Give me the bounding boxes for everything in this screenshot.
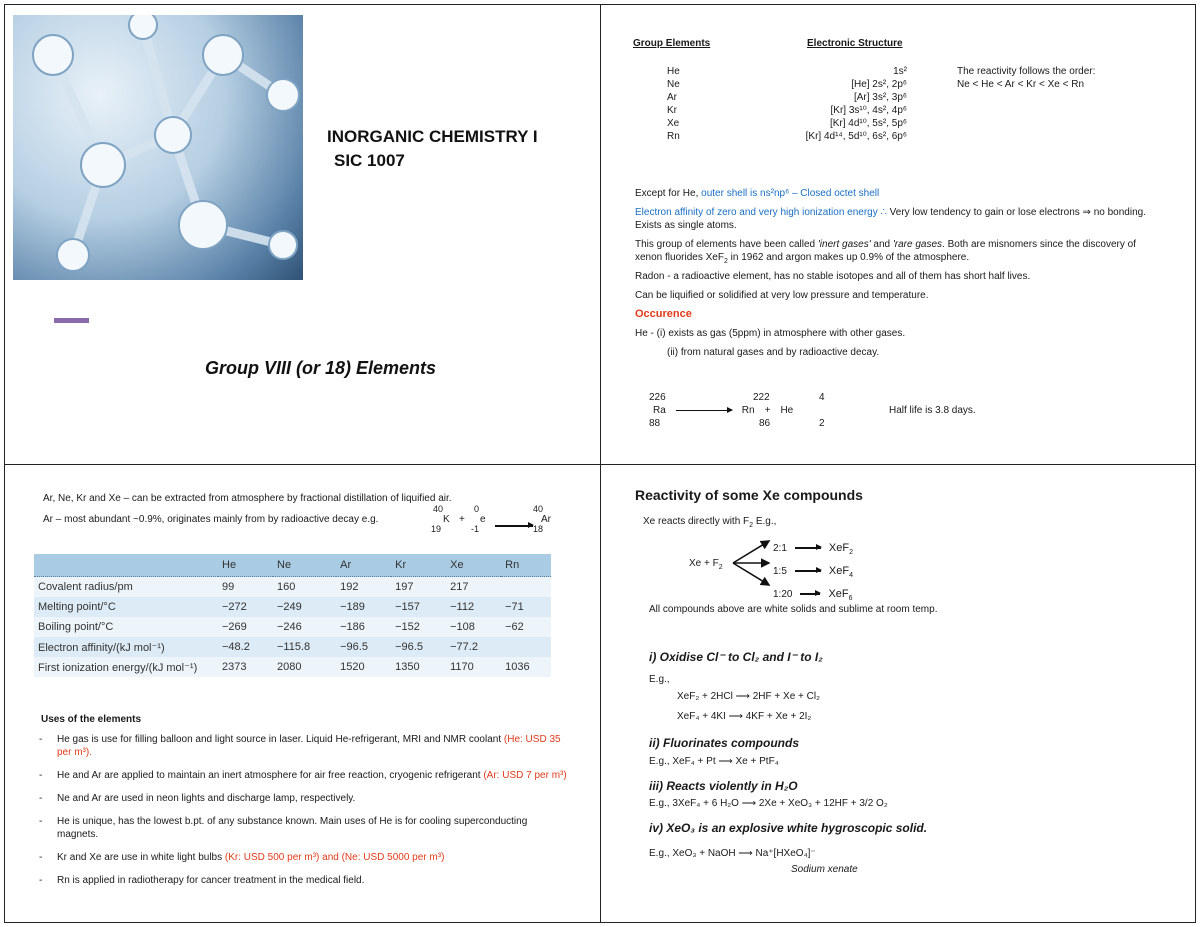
text: . Both are misnomers since the discovery of xenon fluorides XeF — [635, 239, 1137, 263]
structure-item: [Kr] 3s¹⁰, 4s², 4p⁶ — [830, 105, 907, 116]
header-cell: Rn — [501, 554, 551, 577]
col-header-structure: Electronic Structure — [807, 38, 903, 49]
equation-4: E.g., 3XeF₄ + 6 H₂O ⟶ 2Xe + XeO₃ + 12HF + 3/2 O₂ — [649, 798, 888, 809]
table-cell: 1520 — [336, 657, 391, 677]
table-cell: −77.2 — [446, 637, 501, 657]
table-cell: −115.8 — [273, 637, 336, 657]
e-number: -1 — [471, 524, 480, 534]
arrow-icon — [495, 525, 533, 527]
rn: Rn — [741, 405, 755, 416]
header-cell: He — [218, 554, 273, 577]
xenate-label: Sodium xenate — [791, 864, 858, 875]
element-item: Rn — [667, 131, 680, 142]
molecule-image — [13, 15, 303, 280]
course-name: INORGANIC CHEMISTRY I — [327, 127, 538, 146]
table-cell: Electron affinity/(kJ mol⁻¹) — [34, 637, 218, 657]
uses-list — [39, 733, 569, 897]
affinity-note — [635, 206, 1165, 232]
white-solids-note: All compounds above are white solids and sublime at room temp. — [649, 604, 938, 615]
structure-list — [751, 65, 907, 143]
list-item — [39, 874, 569, 887]
text: Xe reacts directly with F — [643, 516, 750, 527]
text: Rn is applied in radiotherapy for cancer treatment in the medical field. — [57, 875, 365, 886]
element-item: Kr — [667, 105, 677, 116]
text: Xe + F — [689, 558, 719, 569]
list-item — [39, 792, 569, 805]
element-item: Ne — [667, 79, 680, 90]
structure-item: 1s² — [893, 66, 907, 77]
table-row — [34, 657, 551, 677]
table-cell: 1170 — [446, 657, 501, 677]
notes-block — [635, 187, 1165, 359]
header-cell — [34, 554, 218, 577]
course-code: SIC 1007 — [334, 151, 405, 170]
table-cell: −62 — [501, 617, 551, 637]
element-list — [667, 65, 680, 143]
course-title — [327, 125, 538, 173]
table-cell: −71 — [501, 597, 551, 617]
header-cell: Kr — [391, 554, 446, 577]
decay-line — [653, 404, 793, 417]
table-header-row — [34, 554, 551, 577]
affinity-text: Electron affinity of zero and very high ionization energy ∴ — [635, 207, 887, 218]
text: and — [870, 239, 893, 250]
e: e — [480, 514, 486, 525]
product-row — [773, 537, 853, 560]
table-cell — [501, 577, 551, 598]
text: Very low tendency to gain or lose electrons ⇒ no bonding. Exists as single atoms. — [635, 207, 1146, 231]
table-cell: −112 — [446, 597, 501, 617]
table-row — [34, 577, 551, 598]
slide-electronic-structure — [600, 4, 1196, 465]
half-life: Half life is 3.8 days. — [889, 405, 976, 416]
table-cell: Covalent radius/pm — [34, 577, 218, 598]
table-cell: −152 — [391, 617, 446, 637]
structure-item: [Kr] 4d¹⁴, 5d¹⁰, 6s², 6p⁶ — [805, 131, 907, 142]
product: XeF — [828, 588, 849, 600]
he-mass: 4 — [819, 392, 825, 403]
he: He — [780, 405, 794, 416]
closed-shell-text: outer shell is ns²np⁶ – Closed octet shell — [701, 188, 880, 199]
table-cell: 2080 — [273, 657, 336, 677]
subscript: 6 — [848, 595, 853, 602]
table-cell: −246 — [273, 617, 336, 637]
ra-number: 88 — [649, 418, 661, 429]
ar-mass: 40 — [533, 504, 544, 514]
k-mass: 40 — [433, 504, 444, 514]
table-cell: −157 — [391, 597, 446, 617]
text: Kr and Xe are use in white light bulbs — [57, 852, 225, 863]
extraction-note: Ar, Ne, Kr and Xe – can be extracted from atmosphere by fractional distillation of liquified air. — [43, 493, 452, 504]
text: This group of elements have been called — [635, 239, 818, 250]
reactivity-order: Ne < He < Ar < Kr < Xe < Rn — [957, 79, 1085, 90]
list-item — [39, 769, 569, 782]
table-row — [34, 617, 551, 637]
slide-title — [4, 4, 601, 465]
text: in 1962 and argon makes up 0.9% of the atmosphere. — [727, 252, 970, 263]
heading-water: iii) Reacts violently in H₂O — [649, 779, 798, 793]
rn-mass: 222 — [753, 392, 770, 403]
table-cell: 197 — [391, 577, 446, 598]
table-row — [34, 597, 551, 617]
table-row — [34, 637, 551, 657]
text: Ne and Ar are used in neon lights and discharge lamp, respectively. — [57, 793, 356, 804]
table-cell: 99 — [218, 577, 273, 598]
reactivity-note — [957, 65, 1095, 91]
ra: Ra — [653, 405, 666, 416]
product: XeF — [828, 542, 850, 554]
element-item: Xe — [667, 118, 680, 129]
text: 'rare gases — [892, 239, 943, 250]
ratio: 2:1 — [773, 543, 787, 554]
subscript: 2 — [849, 549, 853, 556]
accent-bar — [54, 318, 89, 323]
reactivity-label: The reactivity follows the order: — [957, 66, 1096, 77]
slide-xe-compounds — [600, 464, 1196, 923]
equation-1: XeF₂ + 2HCl ⟶ 2HF + Xe + Cl₂ — [677, 691, 820, 702]
reactant-label: $Xe + F_2$ — [689, 558, 723, 571]
element-item: Ar — [667, 92, 677, 103]
header-cell: Ar — [336, 554, 391, 577]
structure-item: [Kr] 4d¹⁰, 5s², 5p⁶ — [829, 118, 907, 129]
k: K — [443, 514, 450, 525]
arrow-icon — [676, 410, 732, 411]
equation-5: E.g., XeO₃ + NaOH ⟶ Na⁺[HXeO₄]⁻ — [649, 848, 816, 859]
price-text: (He: USD 35 per m³). — [57, 734, 561, 758]
table-cell: 192 — [336, 577, 391, 598]
liquified-note: Can be liquified or solidified at very low pressure and temperature. — [635, 290, 929, 301]
decay-equation — [649, 391, 899, 431]
text: E.g., — [753, 516, 777, 527]
table-cell: −96.5 — [336, 637, 391, 657]
table-cell: −272 — [218, 597, 273, 617]
closed-shell-note — [635, 187, 1165, 200]
structure-item: [Ar] 3s², 3p⁶ — [853, 92, 907, 103]
ratio: 1:20 — [773, 589, 793, 600]
structure-item: [He] 2s², 2p⁶ — [851, 79, 907, 90]
misnomer-note: This group of elements have been called 'inert gases' and 'rare gases. Both are misnomers since the discovery of xenon fluorides XeF$_2$ in 1962 and argon makes up 0.9% of the atmosphere. — [635, 239, 1137, 265]
table-cell: Boiling point/°C — [34, 617, 218, 637]
he-number: 2 — [819, 418, 825, 429]
table-cell: −96.5 — [391, 637, 446, 657]
product-row — [773, 560, 853, 583]
e-mass: 0 — [474, 504, 480, 514]
list-item — [39, 733, 569, 759]
text: He and Ar are applied to maintain an inert atmosphere for air free reaction, cryogenic refrigerant — [57, 770, 484, 781]
subscript: 4 — [849, 572, 853, 579]
list-item — [39, 815, 569, 841]
ratio: 1:5 — [773, 566, 787, 577]
he-occurence-2: (ii) from natural gases and by radioactive decay. — [667, 347, 880, 358]
table-cell: −249 — [273, 597, 336, 617]
table-cell: 1350 — [391, 657, 446, 677]
text: 'inert gases' — [817, 239, 871, 250]
heading-fluorinates: ii) Fluorinates compounds — [649, 736, 800, 750]
col-header-elements: Group Elements — [633, 38, 711, 49]
intro-line: Xe reacts directly with $F_2$ E.g., — [643, 516, 777, 529]
table-cell — [501, 637, 551, 657]
ar: Ar — [541, 514, 551, 525]
ra-mass: 226 — [649, 392, 666, 403]
k-number: 19 — [431, 524, 442, 534]
equation-2: XeF₄ + 4KI ⟶ 4KF + Xe + 2I₂ — [677, 711, 812, 722]
eg-label: E.g., — [649, 674, 670, 685]
table-cell: 1036 — [501, 657, 551, 677]
slide-subtitle: Group VIII (or 18) Elements — [205, 358, 437, 378]
arrow-icon — [795, 547, 821, 549]
radon-note: Radon - a radioactive element, has no stable isotopes and all of them has short half lives. — [635, 271, 1031, 282]
text: He gas is use for filling balloon and light source in laser. Liquid He-refrigerant, MRI and NMR coolant — [57, 734, 504, 745]
table-cell: −108 — [446, 617, 501, 637]
k-decay-equation — [429, 503, 569, 537]
table-cell: Melting point/°C — [34, 597, 218, 617]
table-cell: −48.2 — [218, 637, 273, 657]
text: He is unique, has the lowest b.pt. of any substance known. Main uses of He is for cooling superconducting magnets. — [57, 816, 528, 840]
plus: + — [764, 405, 771, 416]
element-item: He — [667, 66, 680, 77]
branch-arrows-icon — [731, 535, 779, 591]
occurence-heading: Occurence — [635, 308, 692, 320]
slide-heading: Reactivity of some Xe compounds — [635, 487, 863, 503]
table-cell: 2373 — [218, 657, 273, 677]
table-cell: 160 — [273, 577, 336, 598]
plus: + — [459, 514, 465, 525]
list-item — [39, 851, 569, 864]
arrow-icon — [795, 570, 821, 572]
slide-properties-uses — [4, 464, 601, 923]
table-cell: −269 — [218, 617, 273, 637]
table-cell: −186 — [336, 617, 391, 637]
arrow-icon — [800, 593, 820, 595]
product-list — [773, 537, 853, 606]
rn-number: 86 — [759, 418, 771, 429]
header-cell: Ne — [273, 554, 336, 577]
product: XeF — [828, 565, 850, 577]
price-text: (Ar: USD 7 per m³) — [483, 770, 567, 781]
heading-oxidise: i) Oxidise Cl⁻ to Cl₂ and I⁻ to I₂ — [649, 650, 823, 664]
uses-heading: Uses of the elements — [41, 714, 142, 725]
header-cell: Xe — [446, 554, 501, 577]
price-text: (Kr: USD 500 per m³) and (Ne: USD 5000 per m³) — [224, 852, 445, 863]
table-cell: 217 — [446, 577, 501, 598]
table-cell: First ionization energy/(kJ mol⁻¹) — [34, 657, 218, 677]
heading-xeo3: iv) XeO₃ is an explosive white hygroscopic solid. — [649, 821, 928, 835]
ar-number: 18 — [533, 524, 544, 534]
abundance-note: Ar – most abundant ~0.9%, originates mainly from by radioactive decay e.g. — [43, 514, 379, 525]
table-cell: −189 — [336, 597, 391, 617]
equation-3: E.g., XeF₄ + Pt ⟶ Xe + PtF₄ — [649, 756, 779, 767]
he-occurence-1: He - (i) exists as gas (5ppm) in atmosphere with other gases. — [635, 328, 906, 339]
properties-table — [34, 554, 551, 677]
text: Except for He, — [635, 188, 702, 199]
